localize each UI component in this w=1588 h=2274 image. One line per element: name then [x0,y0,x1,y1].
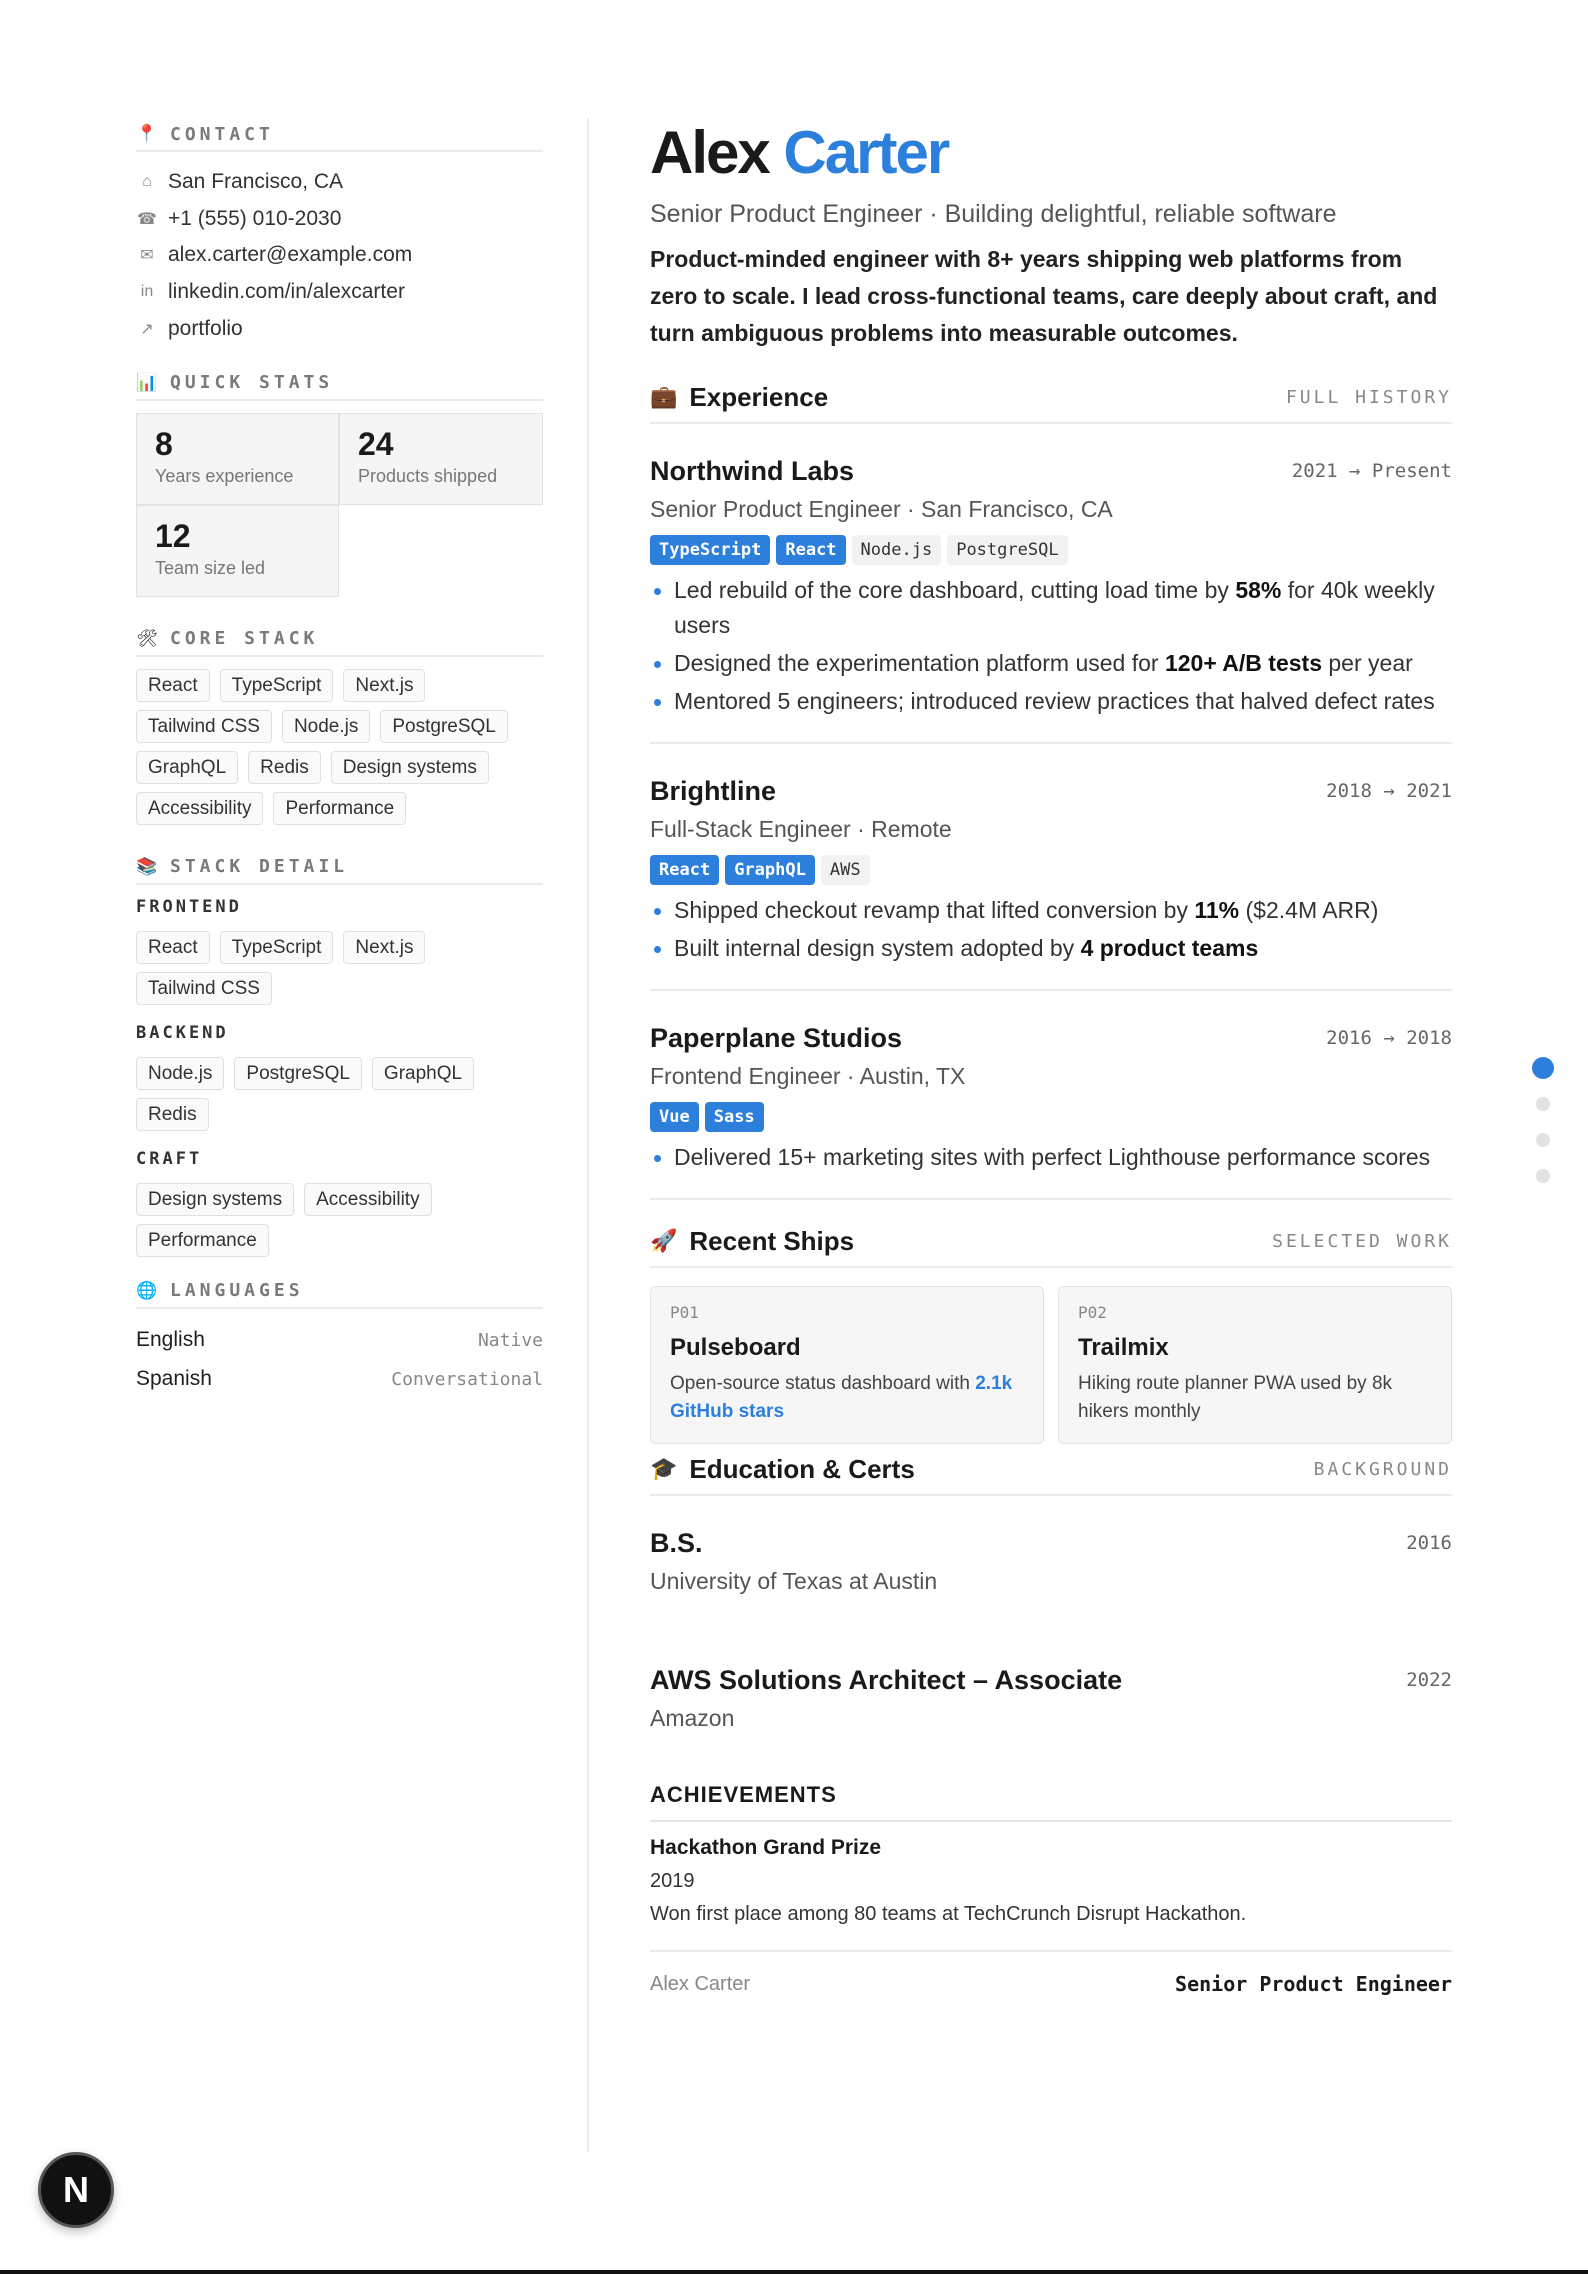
skill-pill: Accessibility [304,1183,431,1216]
contact-title: CONTACT [170,123,274,145]
contact-list [136,164,543,347]
job-company: Northwind Labs [650,455,854,486]
bullet-highlight: 4 product teams [1080,935,1259,961]
education-school: University of Texas at Austin [650,1568,938,1594]
ship-desc-text: Hiking route planner PWA used by 8k hikers monthly [1078,1373,1393,1422]
page-dot[interactable] [1536,1169,1550,1183]
mail-icon: ✉ [140,247,154,265]
ship-code: P01 [670,1303,699,1322]
contact-text: portfolio [168,316,243,340]
education-school: Amazon [650,1705,735,1731]
job-company: Paperplane Studios [650,1022,903,1053]
core-stack-heading [136,623,543,657]
job-dates: 2018 → 2021 [1326,780,1452,802]
education-entry [650,1496,1452,1633]
first-name: Alex [650,119,769,186]
home-icon: ⌂ [142,173,152,191]
contact-item[interactable] [136,274,543,311]
contact-heading [136,118,543,152]
achievements-title: ACHIEVEMENTS [650,1782,1452,1822]
skill-pill: Node.js [282,710,370,743]
education-list [650,1496,1452,1770]
core-stack-title: CORE STACK [170,628,319,650]
ship-code: P02 [1078,1303,1107,1322]
ship-title: Pulseboard [670,1334,801,1361]
job-bullets [650,573,1452,719]
skill-pill: Redis [136,1098,209,1131]
stats-section [136,367,543,597]
contact-item[interactable] [136,237,543,274]
experience-title: Experience [689,381,829,412]
stat-label: Team size led [155,557,266,578]
stack-group-title: BACKEND [136,1022,229,1043]
job-list [650,424,1452,1200]
achievement-year: 2019 [650,1870,695,1892]
job-bullets [650,893,1452,966]
stats-heading [136,367,543,401]
skill-pill: Performance [273,792,406,825]
experience-heading [650,372,1452,424]
globe-icon: 🌐 [136,1280,158,1300]
education-header [650,1526,1452,1560]
job-tags [650,855,1452,885]
main-content [650,118,1452,1996]
stat-card [339,413,543,505]
bottom-bar [0,2270,1588,2274]
profile-summary: Product-minded engineer with 8+ years shipping web platforms from zero to scale. I lead cross-functional teams, care deeply about craft, and turn ambiguous problems into measurable outcomes. [650,246,1438,346]
job-dates: 2021 → Present [1291,460,1452,482]
tools-icon: 🛠 [136,628,158,648]
footer-name: Alex Carter [650,1972,751,1995]
languages-list [136,1321,543,1399]
languages-heading [136,1275,543,1309]
bullet-highlight: 120+ A/B tests [1164,650,1322,676]
bullet-item [650,931,1452,966]
skill-pill: GraphQL [372,1057,474,1090]
job-tags [650,1102,1452,1132]
stack-group-list [136,1183,543,1257]
job-header [650,1021,1452,1055]
core-stack-section [136,623,543,825]
bar-chart-icon: 📊 [136,372,158,392]
page-footer [650,1950,1452,1996]
tech-tag: React [650,855,719,885]
education-year: 2022 [1406,1669,1452,1691]
job-role: Full-Stack Engineer · Remote [650,816,952,842]
phone-icon: ☎ [137,210,157,228]
stack-detail-groups [136,897,543,1257]
sidebar [136,118,543,1399]
ship-description [1078,1370,1432,1426]
skill-pill: Node.js [136,1057,224,1090]
last-name: Carter [783,119,949,186]
education-degree: AWS Solutions Architect – Associate [650,1664,1123,1695]
rocket-icon: 🚀 [650,1228,678,1253]
stack-detail-section [136,851,543,1257]
language-name: English [136,1328,205,1352]
skill-pill: Design systems [136,1183,294,1216]
ships-heading [650,1216,1452,1268]
profile-tagline: Senior Product Engineer · Building delightful, reliable software [650,200,1337,228]
job-header [650,454,1452,488]
bullet-item [650,646,1452,681]
skill-pill: Tailwind CSS [136,710,272,743]
bullet-text: Mentored 5 engineers; introduced review practices that halved defect rates [674,688,1435,714]
education-section [650,1444,1452,1770]
ships-section [650,1216,1452,1444]
stack-group-title: CRAFT [136,1148,203,1169]
bullet-text: for 40k weekly users [674,577,1435,638]
bullet-text: Shipped checkout revamp that lifted conversion by [674,897,1195,923]
tech-tag: TypeScript [650,535,770,565]
tech-tag: Node.js [852,535,942,565]
stack-group-title: FRONTEND [136,896,242,917]
stat-value: 8 [155,425,173,462]
graduation-cap-icon: 🎓 [650,1456,678,1481]
contact-text: San Francisco, CA [168,170,344,194]
skill-pill: Next.js [343,931,425,964]
achievement-desc: Won first place among 80 teams at TechCrunch Disrupt Hackathon. [650,1903,1247,1925]
education-heading [650,1444,1452,1496]
ship-description [670,1370,1024,1426]
education-year: 2016 [1406,1532,1452,1554]
achievements-section [650,1782,1452,1926]
job-entry [650,744,1452,991]
bullet-text: Delivered 15+ marketing sites with perfect Lighthouse performance scores [674,1144,1431,1170]
page-dot[interactable] [1536,1133,1550,1147]
bullet-highlight: 11% [1194,897,1240,923]
page-indicator [1532,1057,1554,1205]
skill-pill: PostgreSQL [234,1057,362,1090]
language-name: Spanish [136,1367,212,1391]
job-bullets [650,1140,1452,1175]
contact-section [136,118,543,347]
ship-desc-text: Open-source status dashboard with [670,1373,976,1394]
footer-role: Senior Product Engineer [1175,1972,1452,1996]
stat-value: 12 [155,517,191,554]
job-tags [650,535,1452,565]
core-stack-list [136,669,543,825]
bullet-highlight: 58% [1235,577,1282,603]
skill-pill: GraphQL [136,751,238,784]
skill-pill: Performance [136,1224,269,1257]
skill-pill: TypeScript [220,931,334,964]
stack-detail-heading [136,851,543,885]
language-level: Conversational [391,1368,543,1390]
skill-pill: Design systems [331,751,489,784]
column-divider [587,118,589,2152]
skill-pill: PostgreSQL [380,710,508,743]
language-row [136,1321,543,1360]
languages-title: LANGUAGES [170,1280,304,1302]
skill-pill: React [136,931,210,964]
selected-work-link[interactable]: SELECTED WORK [1272,1230,1452,1252]
tech-tag: GraphQL [725,855,815,885]
bullet-text: Led rebuild of the core dashboard, cutting load time by [674,577,1236,603]
skill-pill: Tailwind CSS [136,972,272,1005]
stat-value: 24 [358,425,394,462]
external-link-icon: ↗ [140,320,154,338]
contact-text: linkedin.com/in/alexcarter [168,280,405,304]
stats-grid [136,413,543,597]
ships-list [650,1286,1452,1444]
job-header [650,774,1452,808]
job-role: Frontend Engineer · Austin, TX [650,1063,966,1089]
skill-pill: React [136,669,210,702]
bullet-item [650,1140,1452,1175]
skill-pill: Redis [248,751,321,784]
contact-item[interactable] [136,164,543,201]
language-level: Native [477,1329,543,1351]
job-company: Brightline [650,775,776,806]
stack-detail-title: STACK DETAIL [170,856,349,878]
education-title: Education & Certs [689,1453,915,1484]
skill-pill: TypeScript [220,669,334,702]
ships-title: Recent Ships [689,1225,855,1256]
bullet-text: ($2.4M ARR) [1239,897,1379,923]
stat-card [136,505,339,597]
education-degree: B.S. [650,1527,703,1558]
ship-highlight: 2.1k GitHub stars [670,1373,1013,1422]
education-entry [650,1633,1452,1770]
ship-card[interactable] [650,1286,1044,1444]
languages-section [136,1275,543,1399]
bullet-item [650,684,1452,719]
tech-tag: AWS [821,855,870,885]
tech-tag: Vue [650,1102,699,1132]
stack-group-list [136,1057,543,1131]
job-entry [650,424,1452,744]
stat-label: Products shipped [358,465,498,486]
stack-group-list [136,931,543,1005]
stat-label: Years experience [155,465,294,486]
skill-pill: Next.js [343,669,425,702]
books-icon: 📚 [136,856,158,876]
tech-tag: Sass [705,1102,764,1132]
bullet-item [650,893,1452,928]
bullet-item [650,573,1452,643]
bullet-text: Designed the experimentation platform used for [674,650,1165,676]
achievements-list [650,1836,1452,1926]
pin-icon: 📍 [136,124,158,143]
briefcase-icon: 💼 [650,384,678,409]
skill-pill: Accessibility [136,792,263,825]
job-role: Senior Product Engineer · San Francisco, CA [650,496,1113,522]
stats-title: QUICK STATS [170,372,334,394]
ship-title: Trailmix [1078,1334,1169,1361]
bullet-text: Built internal design system adopted by [674,935,1081,961]
contact-item[interactable] [136,201,543,238]
page-dot[interactable] [1536,1097,1550,1111]
experience-section [650,372,1452,1200]
stat-card [136,413,339,505]
full-history-link[interactable]: FULL HISTORY [1285,386,1452,408]
job-entry [650,991,1452,1200]
page-dot[interactable] [1532,1057,1554,1079]
contact-text: alex.carter@example.com [168,243,413,267]
tech-tag: PostgreSQL [947,535,1067,565]
tech-tag: React [776,535,845,565]
linkedin-icon: in [140,283,154,301]
achievement-title: Hackathon Grand Prize [650,1836,882,1859]
contact-text: +1 (555) 010-2030 [168,206,342,230]
bullet-text: per year [1322,650,1413,676]
contact-item[interactable] [136,310,543,347]
education-header [650,1663,1452,1697]
ship-card[interactable] [1058,1286,1452,1444]
profile-name [650,118,1452,188]
job-dates: 2016 → 2018 [1326,1027,1452,1049]
language-row [136,1360,543,1399]
n-logo-badge[interactable]: N [38,2152,114,2228]
background-link[interactable]: BACKGROUND [1313,1458,1452,1480]
